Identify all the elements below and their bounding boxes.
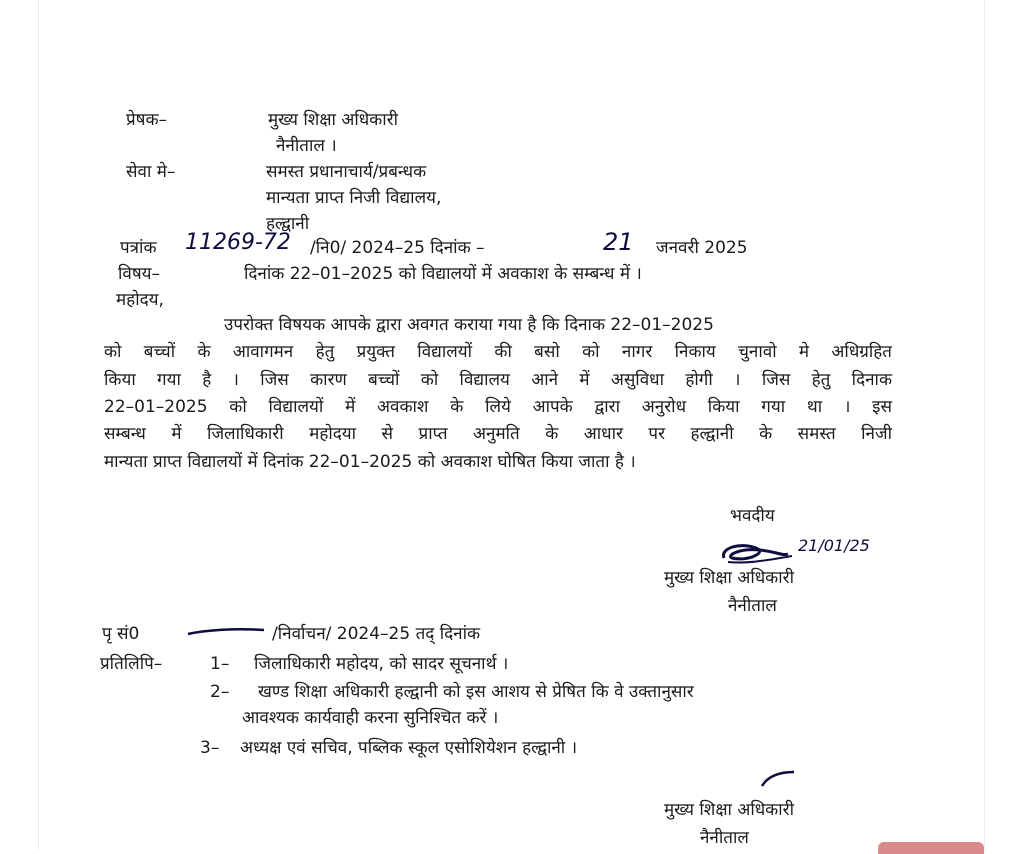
closing-designation: मुख्य शिक्षा अधिकारी	[664, 568, 794, 588]
copy-item-2-line2: आवश्यक कार्यवाही करना सुनिश्चित करें ।	[242, 708, 499, 728]
body-line-1: उपरोक्त विषयक आपके द्वारा अवगत कराया गया है कि दिनाक 22–01–2025	[224, 315, 714, 335]
copy-item-3-text: अध्यक्ष एवं सचिव, पब्लिक स्कूल एसोशियेशन हल्द्वानी ।	[240, 738, 578, 758]
subject-label: विषय–	[118, 264, 161, 284]
to-label: सेवा मे–	[126, 162, 176, 182]
reference-day: 21	[603, 228, 634, 256]
page-edge-right	[984, 0, 985, 850]
body-line-4: 22–01–2025 को विद्यालयों में अवकाश के लिये आपके द्वारा अनुरोध किया गया था । इस	[104, 397, 892, 417]
footer-initial-mark	[758, 768, 798, 792]
reference-month-year: जनवरी 2025	[656, 238, 748, 258]
copy-item-1-num: 1–	[210, 654, 230, 674]
reference-number: 11269-72	[185, 230, 291, 255]
copy-item-2-num: 2–	[210, 682, 230, 702]
body-line-5: सम्बन्ध में जिलाधिकारी महोदया से प्राप्त अनुमति के आधार पर हल्द्वानी के समस्त निजी	[104, 424, 892, 444]
signature-date: 21/01/25	[798, 536, 870, 555]
from-label: प्रेषक–	[126, 110, 168, 130]
subject-text: दिनांक 22–01–2025 को विद्यालयों में अवकाश के सम्बन्ध में ।	[244, 264, 642, 284]
endorsement-ref: /निर्वाचन/ 2024–25 तद् दिनांक	[272, 624, 481, 644]
copy-item-3-num: 3–	[200, 738, 220, 758]
footer-place: नैनीताल	[700, 828, 749, 848]
endorsement-dash	[186, 624, 266, 640]
salutation: महोदय,	[116, 290, 164, 310]
to-line-2: मान्यता प्राप्त निजी विद्यालय,	[266, 188, 442, 208]
closing-yours: भवदीय	[730, 506, 775, 526]
from-place: नैनीताल ।	[276, 136, 337, 156]
to-line-3: हल्द्वानी	[266, 214, 310, 234]
corner-overlay-badge	[878, 842, 984, 854]
reference-label: पत्रांक	[120, 238, 157, 258]
body-line-6: मान्यता प्राप्त विद्यालयों में दिनांक 22–01–2025 को अवकाश घोषित किया जाता है ।	[104, 452, 636, 472]
endorsement-label: पृ सं0	[102, 624, 140, 644]
reference-mid: /नि0/ 2024–25 दिनांक –	[310, 238, 485, 258]
page-edge-left	[38, 0, 39, 850]
copy-item-2-line1: खण्ड शिक्षा अधिकारी हल्द्वानी को इस आशय से प्रेषित कि वे उक्तानुसार	[258, 682, 694, 702]
body-line-3: किया गया है । जिस कारण बच्चों को विद्यालय आने में असुविधा होगी । जिस हेतु दिनाक	[104, 370, 892, 390]
to-line-1: समस्त प्रधानाचार्य/प्रबन्धक	[266, 162, 427, 182]
body-line-2: को बच्चों के आवागमन हेतु प्रयुक्त विद्यालयों की बसो को नागर निकाय चुनावो मे अधिग्रहित	[104, 342, 892, 362]
copy-label: प्रतिलिपि–	[100, 654, 163, 674]
footer-designation: मुख्य शिक्षा अधिकारी	[664, 800, 794, 820]
closing-place: नैनीताल	[728, 596, 777, 616]
from-name: मुख्य शिक्षा अधिकारी	[268, 110, 398, 130]
copy-item-1-text: जिलाधिकारी महोदय, को सादर सूचनार्थ ।	[254, 654, 509, 674]
